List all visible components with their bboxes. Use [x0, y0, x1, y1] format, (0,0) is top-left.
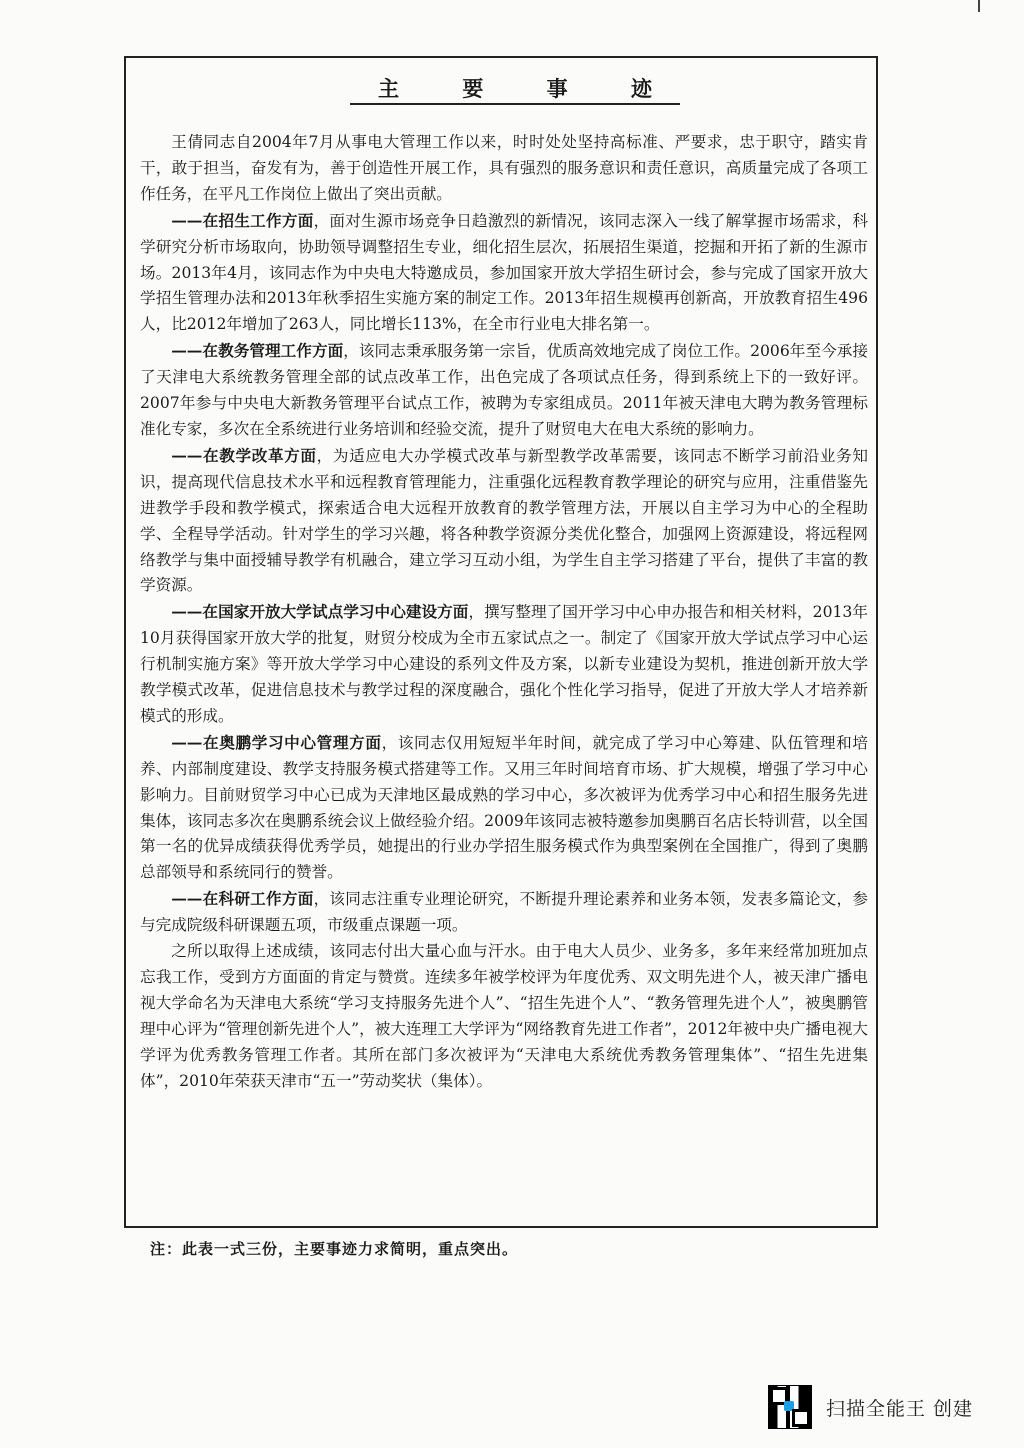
- document-body: [140, 130, 868, 1095]
- qr-center-dot: [784, 1401, 794, 1411]
- document-title: 主 要 事 迹: [350, 76, 680, 105]
- paragraph-text: 之所以取得上述成绩，该同志付出大量心血与汗水。由于电大人员少、业务多，多年来经常加班加点忘我工作，受到方方面面的肯定与赞赏。连续多年被学校评为年度优秀、双文明先进个人，被天津广播电视大学命名为天津电大系统“学习支持服务先进个人”、“招生先进个人”、“教务管理先进个人”，被奥鹏管理中心评为“管理创新先进个人”，被大连理工大学评为“网络教育先进工作者”，2012年被中央广播电视大学评为优秀教务管理工作者。其所在部门多次被评为“天津电大系统优秀教务管理集体”、“招生先进集体”，2010年荣获天津市“五一”劳动奖状（集体）。: [140, 942, 868, 1090]
- paragraph-lead: ——在国家开放大学试点学习中心建设方面: [171, 602, 469, 622]
- paragraph-text: ，面对生源市场竞争日趋激烈的新情况，该同志深入一线了解掌握市场需求，科学研究分析市场取向，协助领导调整招生专业，细化招生层次，拓展招生渠道，挖掘和开拓了新的生源市场。2013年4月，该同志作为中央电大特邀成员，参加国家开放大学招生研讨会，参与完成了国家开放大学招生管理办法和2013年秋季招生实施方案的制定工作。2013年招生规模再创新高，开放教育招生496人，比2012年增加了263人，同比增长113%，在全市行业电大排名第一。: [140, 211, 868, 334]
- paragraph-research: [140, 886, 868, 939]
- paragraph-lead: ——在奥鹏学习中心管理方面: [171, 732, 382, 752]
- paragraph-text: ，该同志秉承服务第一宗旨，优质高效地完成了岗位工作。2006年至今承接了天津电大系统教务管理全部的试点改革工作，出色完成了各项试点任务，得到系统上下的一致好评。2007年参与中央电大新教务管理平台试点工作，被聘为专家组成员。2011年被天津电大聘为教务管理标准化专家，多次在全系统进行业务培训和经验交流，提升了财贸电大在电大系统的影响力。: [140, 342, 868, 438]
- paragraph-enrollment: [140, 208, 868, 339]
- scan-edge-mark: [978, 0, 980, 12]
- paragraph-summary: [140, 939, 868, 1094]
- paragraph-lead: ——在招生工作方面: [171, 210, 314, 230]
- paragraph-open-university-center: [140, 599, 868, 730]
- footer-note: 注：此表一式三份，主要事迹力求简明，重点突出。: [150, 1240, 519, 1258]
- paragraph-teaching-reform: [140, 443, 868, 599]
- paragraph-text: ，该同志注重专业理论研究，不断提升理论素养和业务本领，发表多篇论文，参与完成院级科研课题五项，市级重点课题一项。: [140, 890, 868, 935]
- qr-code-icon: [768, 1385, 812, 1429]
- paragraph-intro: [140, 130, 868, 208]
- paragraph-lead: ——在教务管理工作方面: [171, 341, 344, 361]
- document-title-wrap: [124, 76, 878, 105]
- paragraph-lead: ——在科研工作方面: [171, 889, 314, 909]
- paragraph-text: ，撰写整理了国开学习中心申办报告和相关材料，2013年10月获得国家开放大学的批复，财贸分校成为全市五家试点之一。制定了《国家开放大学试点学习中心运行机制实施方案》等开放大学学习中心建设的系列文件及方案，以新专业建设为契机，推进创新开放大学教学模式改革，促进信息技术与教学过程的深度融合，强化个性化学习指导，促进了开放大学人才培养新模式的形成。: [140, 603, 868, 725]
- paragraph-text: ，该同志仅用短短半年时间，就完成了学习中心筹建、队伍管理和培养、内部制度建设、教学支持服务模式搭建等工作。又用三年时间培育市场、扩大规模，增强了学习中心影响力。目前财贸学习中心已成为天津地区最成熟的学习中心，多次被评为优秀学习中心和招生服务先进集体，该同志多次在奥鹏系统会议上做经验介绍。2009年该同志被特邀参加奥鹏百名店长特训营，以全国第一名的优异成绩获得优秀学员，她提出的行业办学招生服务模式作为典型案例在全国推广，得到了奥鹏总部领导和系统同行的赞誉。: [140, 733, 868, 882]
- paragraph-text: 王倩同志自2004年7月从事电大管理工作以来，时时处处坚持高标准、严要求，忠于职守，踏实肯干，敢于担当，奋发有为，善于创造性开展工作，具有强烈的服务意识和责任意识，高质量完成了各项工作任务，在平凡工作岗位上做出了突出贡献。: [140, 133, 868, 203]
- paragraph-aopeng-center: [140, 730, 868, 886]
- scanner-watermark: [768, 1385, 973, 1429]
- paragraph-academic-affairs: [140, 338, 868, 443]
- paragraph-lead: ——在教学改革方面: [171, 445, 317, 465]
- paragraph-text: ，为适应电大办学模式改革与新型教学改革需要，该同志不断学习前沿业务知识，提高现代信息技术水平和远程教育管理能力，注重强化远程教育教学理论的研究与应用，注重借鉴先进教学手段和教学模式，探索适合电大远程开放教育的教学管理方法，开展以自主学习为中心的全程助学、全程导学活动。针对学生的学习兴趣，将各种教学资源分类优化整合，加强网上资源建设，将远程网络教学与集中面授辅导教学有机融合，建立学习互动小组，为学生自主学习搭建了平台，提供了丰富的教学资源。: [140, 446, 868, 595]
- watermark-text: 扫描全能王 创建: [826, 1397, 974, 1420]
